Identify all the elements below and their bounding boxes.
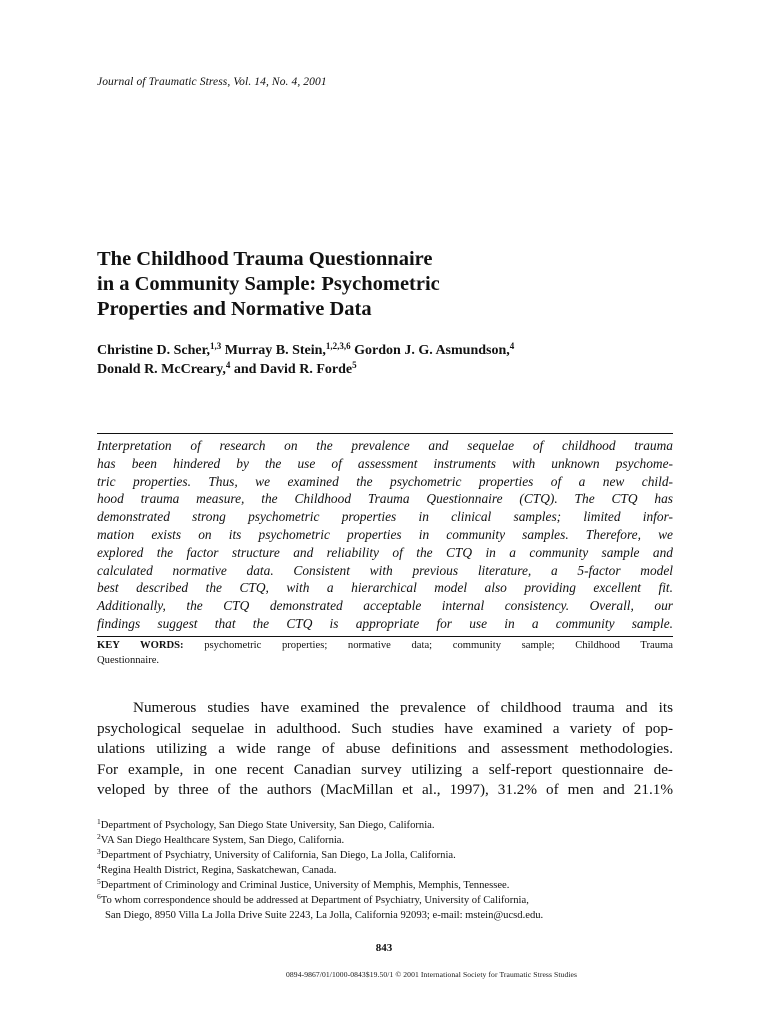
abstract-line: best described the CTQ, with a hierarchical model also providing excellent fit. (97, 580, 673, 596)
body-line: For example, in one recent Canadian survey utilizing a self-report questionnaire de- (97, 760, 673, 778)
body-line: Numerous studies have examined the prevalence of childhood trauma and its (133, 699, 673, 716)
author-list (97, 341, 677, 379)
footnotes (97, 818, 673, 923)
footnote (97, 818, 673, 833)
copyright-line: 0894-9867/01/1000-0843$19.50/1 © 2001 International Society for Traumatic Stress Studies (286, 970, 578, 979)
footnote (97, 878, 673, 893)
title-line: in a Community Sample: Psychometric (97, 273, 440, 295)
keywords-line: Questionnaire. (97, 655, 160, 666)
author-affiliation: 4 (509, 341, 515, 351)
footnote-mark: 4 (97, 862, 101, 871)
abstract-line: mation exists on its psychometric properties in community samples. Therefore, we (97, 526, 673, 542)
author-line (97, 341, 677, 360)
abstract-line: findings suggest that the CTQ is appropriate for use in a community sample. (97, 615, 673, 631)
footnote (97, 833, 673, 848)
body-line: ulations utilizing a wide range of abuse definitions and assessment methodologies. (97, 740, 673, 758)
author-affiliation: 5 (352, 360, 357, 370)
abstract-line: Additionally, the CTQ demonstrated acceptable internal consistency. Overall, our (97, 598, 673, 614)
footnote-mark: 6 (97, 892, 101, 901)
abstract-line: hood trauma measure, the Childhood Trauma Questionnaire (CTQ). The CTQ has (97, 491, 673, 507)
article-title (97, 247, 657, 322)
author-name: Gordon J. G. Asmundson, (354, 343, 510, 358)
footnote-mark: 1 (97, 817, 101, 826)
footnote (97, 893, 673, 908)
footnote-text: Department of Criminology and Criminal Justice, University of Memphis, Memphis, Tennessee. (100, 880, 510, 891)
author-name: Murray B. Stein, (224, 343, 326, 358)
abstract-line: explored the factor structure and reliability of the CTQ in a community sample and (97, 544, 673, 560)
abstract-bottom-rule (97, 636, 673, 637)
keywords (97, 638, 673, 668)
keywords-label: KEY WORDS: (97, 640, 184, 651)
author-name: and David R. Forde (233, 362, 353, 377)
footnote-mark: 5 (97, 877, 101, 886)
title-line: Properties and Normative Data (97, 298, 372, 320)
footnote-text: Department of Psychiatry, University of California, San Diego, La Jolla, California. (100, 850, 456, 861)
journal-header: Journal of Traumatic Stress, Vol. 14, No. 4, 2001 (97, 76, 327, 88)
keywords-text: psychometric properties; normative data; community sample; Childhood Trauma (204, 640, 673, 651)
author-affiliation: 1,3 (210, 341, 222, 351)
body-paragraph (97, 698, 673, 801)
body-line: veloped by three of the authors (MacMillan et al., 1997), 31.2% of men and 21.1% (97, 781, 673, 799)
abstract-line: calculated normative data. Consistent with previous literature, a 5-factor model (97, 562, 673, 578)
author-affiliation: 1,2,3,6 (325, 341, 351, 351)
footnote-text: Department of Psychology, San Diego State University, San Diego, California. (100, 820, 435, 831)
abstract-line: demonstrated strong psychometric properties in clinical samples; limited infor- (97, 509, 673, 525)
author-line (97, 360, 677, 379)
author-name: Christine D. Scher, (97, 343, 211, 358)
abstract-top-rule (97, 433, 673, 434)
title-line: The Childhood Trauma Questionnaire (97, 248, 433, 270)
footnote-text: VA San Diego Healthcare System, San Diego, California. (100, 835, 345, 846)
body-line: psychological sequelae in adulthood. Such studies have examined a variety of pop- (97, 719, 673, 737)
keywords-line (97, 638, 673, 653)
footnote-text: To whom correspondence should be addressed at Department of Psychiatry, University of California, (100, 895, 529, 906)
footnote-text: Regina Health District, Regina, Saskatchewan, Canada. (100, 865, 337, 876)
abstract-line: tric properties. Thus, we examined the psychometric properties of a new child- (97, 473, 673, 489)
abstract (97, 437, 673, 633)
footnote-continuation: San Diego, 8950 Villa La Jolla Drive Suite 2243, La Jolla, California 92093; e-mail: mstein@ucsd.edu. (105, 910, 544, 921)
author-name: Donald R. McCreary, (97, 362, 226, 377)
footnote-mark: 2 (97, 832, 101, 841)
page-number: 843 (375, 942, 393, 954)
footnote-mark: 3 (97, 847, 101, 856)
abstract-line: has been hindered by the use of assessment instruments with unknown psychome- (97, 455, 673, 471)
abstract-line: Interpretation of research on the prevalence and sequelae of childhood trauma (97, 438, 673, 453)
footnote (97, 863, 673, 878)
author-affiliation: 4 (225, 360, 231, 370)
footnote (97, 848, 673, 863)
